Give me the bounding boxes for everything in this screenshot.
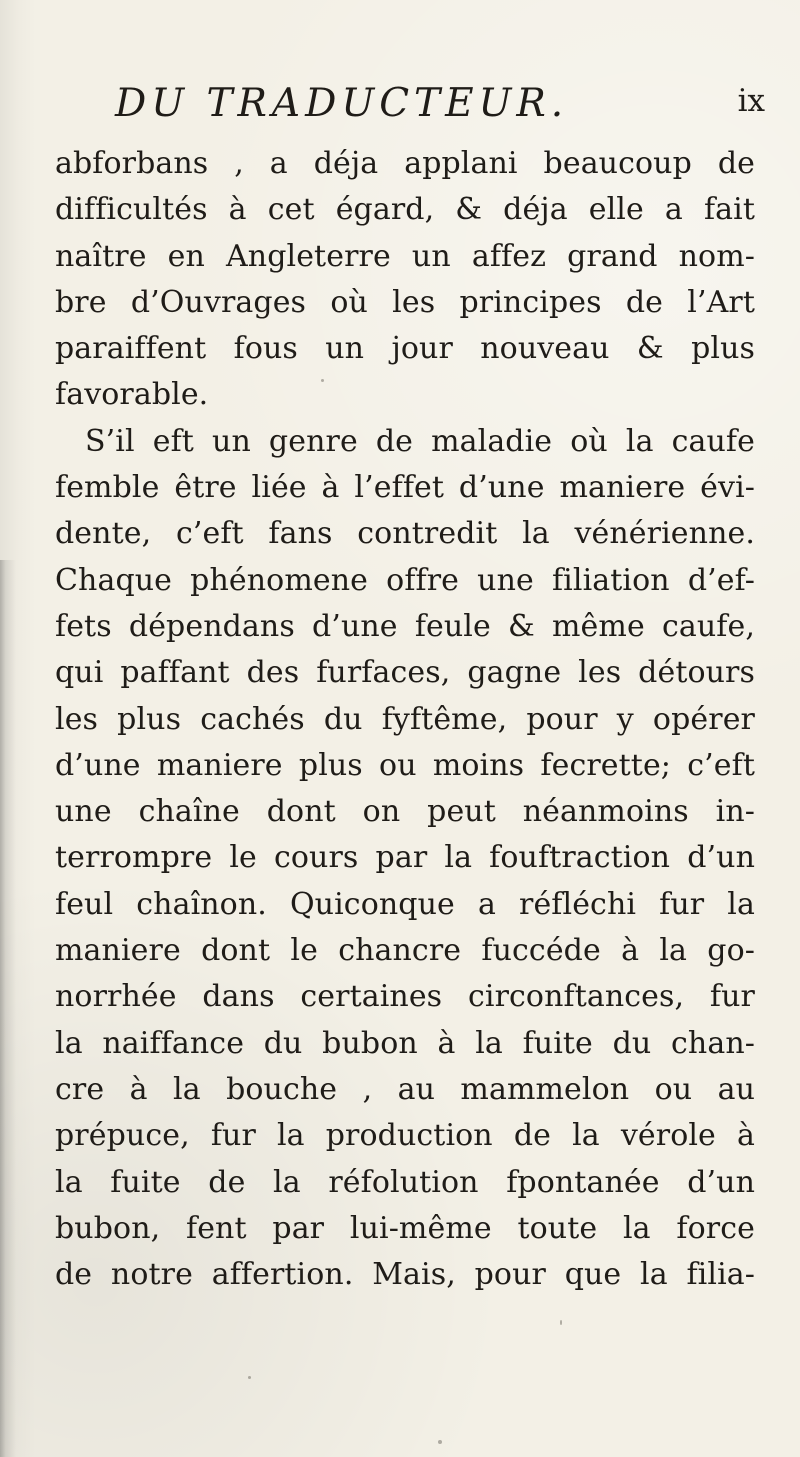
text-line: qui paffant des furfaces, gagne les détours bbox=[55, 655, 755, 691]
page-gutter-shadow bbox=[0, 560, 16, 1457]
body-text bbox=[55, 141, 755, 1298]
running-head: DU TRADUCTEUR. bbox=[115, 81, 569, 126]
text-line: maniere dont le chancre fuccéde à la go- bbox=[55, 933, 755, 969]
text-line: d’une maniere plus ou moins fecrette; c’eft bbox=[55, 747, 755, 783]
page-number: ix bbox=[737, 83, 765, 119]
text-line: paraiffent fous un jour nouveau & plus bbox=[55, 331, 755, 367]
text-line: cre à la bouche , au mammelon ou au bbox=[55, 1071, 755, 1107]
text-line: dente, c’eft fans contredit la vénérienne. bbox=[55, 516, 755, 552]
text-line: la naiffance du bubon à la fuite du chan- bbox=[55, 1025, 755, 1061]
paper-speck bbox=[560, 1320, 562, 1325]
text-line: terrompre le cours par la fouftraction d’un bbox=[55, 840, 755, 876]
text-line: feul chaînon. Quiconque a réfléchi fur la bbox=[55, 886, 755, 922]
text-line: norrhée dans certaines circonftances, fur bbox=[55, 979, 755, 1015]
text-line: une chaîne dont on peut néanmoins in- bbox=[55, 794, 755, 830]
text-line: naître en Angleterre un affez grand nom- bbox=[55, 238, 755, 274]
text-line: S’il eft un genre de maladie où la caufe bbox=[85, 423, 755, 459]
text-line: difficultés à cet égard, & déja elle a fait bbox=[55, 192, 755, 228]
paper-speck bbox=[438, 1440, 442, 1444]
text-line: bubon, fent par lui-même toute la force bbox=[55, 1210, 755, 1246]
text-line: abforbans , a déja applani beaucoup de bbox=[55, 146, 755, 181]
paper-speck bbox=[321, 379, 324, 382]
text-line: favorable. bbox=[55, 377, 209, 413]
text-line: fets dépendans d’une feule & même caufe, bbox=[55, 608, 755, 644]
text-line: bre d’Ouvrages où les principes de l’Art bbox=[55, 284, 755, 320]
page-header bbox=[115, 81, 765, 132]
text-line: Chaque phénomene offre une filiation d’ef- bbox=[55, 562, 755, 598]
text-line: prépuce, fur la production de la vérole à bbox=[55, 1118, 755, 1154]
text-line: la fuite de la réfolution fpontanée d’un bbox=[55, 1164, 755, 1200]
text-line: de notre affertion. Mais, pour que la filia- bbox=[55, 1257, 755, 1293]
text-line: femble être liée à l’effet d’une maniere évi- bbox=[55, 470, 755, 506]
text-line: les plus cachés du fyftême, pour y opérer bbox=[55, 701, 755, 737]
paper-speck bbox=[248, 1376, 251, 1379]
